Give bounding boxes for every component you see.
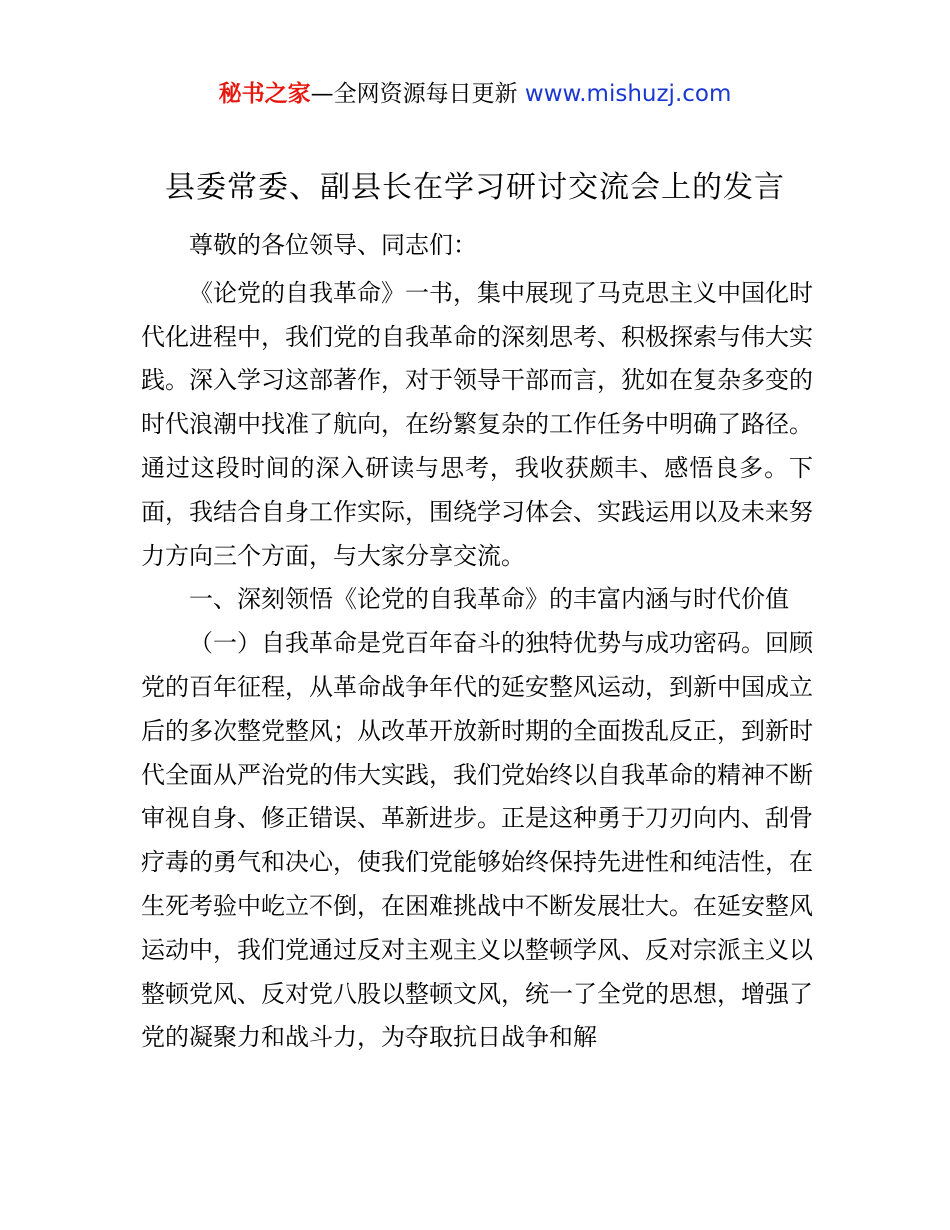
site-header bbox=[0, 78, 950, 110]
document-title: 县委常委、副县长在学习研讨交流会上的发言 bbox=[165, 170, 785, 205]
section-heading: 一、深刻领悟《论党的自我革命》的丰富内涵与时代价值 bbox=[189, 585, 789, 614]
body-paragraph-intro: 《论党的自我革命》一书，集中展现了马克思主义中国化时代化进程中，我们党的自我革命的深刻思考、积极探索与伟大实践。深入学习这部著作，对于领导干部而言，犹如在复杂多变的时代浪潮中找准了航向，在纷繁复杂的工作任务中明确了路径。通过这段时间的深入研读与思考，我收获颇丰、感悟良多。下面，我结合自身工作实际，围绕学习体会、实践运用以及未来努力方向三个方面，与大家分享交流。 bbox=[141, 278, 813, 570]
body-paragraph-subsection-1: （一）自我革命是党百年奋斗的独特优势与成功密码。回顾党的百年征程，从革命战争年代的延安整风运动，到新中国成立后的多次整党整风；从改革开放新时期的全面拨乱反正，到新时代全面从严治党的伟大实践，我们党始终以自我革命的精神不断审视自身、修正错误、革新进步。正是这种勇于刀刃向内、刮骨疗毒的勇气和决心，使我们党能够始终保持先进性和纯洁性，在生死考验中屹立不倒，在困难挑战中不断发展壮大。在延安整风运动中，我们党通过反对主观主义以整顿学风、反对宗派主义以整顿党风、反对党八股以整顿文风，统一了全党的思想，增强了党的凝聚力和战斗力，为夺取抗日战争和解 bbox=[141, 629, 813, 1052]
brand-name: 秘书之家 bbox=[218, 81, 311, 107]
site-url-link[interactable]: www.mishuzj.com bbox=[524, 81, 732, 107]
salutation: 尊敬的各位领导、同志们： bbox=[189, 231, 477, 259]
header-tagline: —全网资源每日更新 bbox=[310, 81, 525, 107]
document-body bbox=[141, 224, 813, 1060]
